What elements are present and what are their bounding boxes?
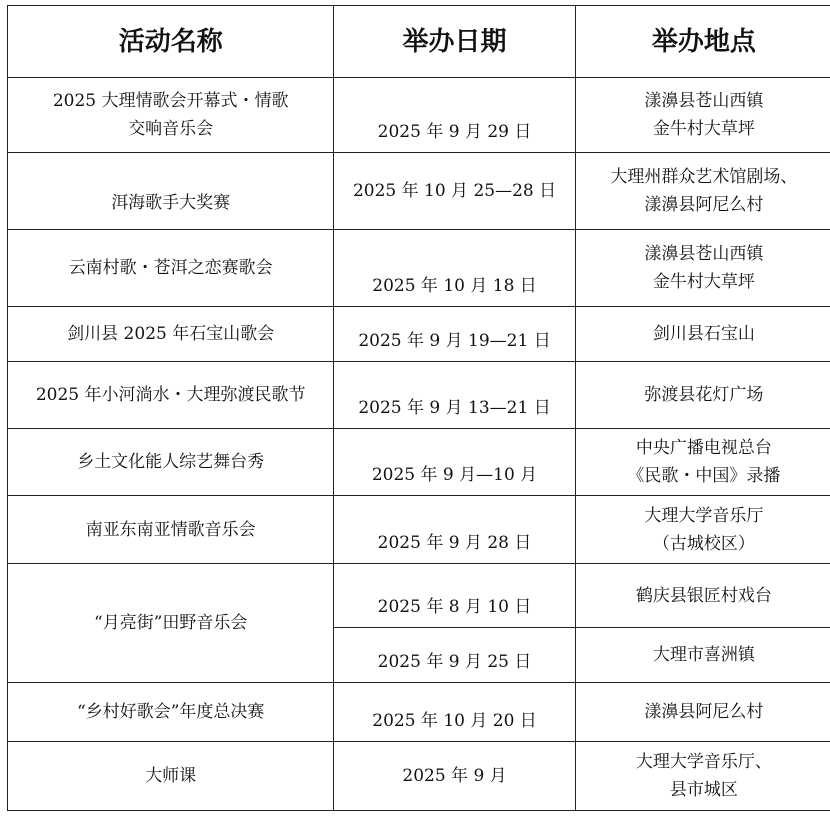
event-name-cell: [8, 230, 334, 307]
event-date-cell: 2025 年 9 月 28 日: [334, 496, 575, 564]
table-row: [8, 429, 830, 496]
event-date-cell: 2025 年 8 月 10 日: [334, 564, 575, 628]
event-location-line: 剑川县石宝山: [652, 324, 755, 344]
event-name-line: 剑川县 2025 年石宝山歌会: [67, 324, 275, 344]
event-location-cell: [575, 429, 830, 496]
event-name-line: 南亚东南亚情歌音乐会: [85, 519, 256, 540]
event-name-cell: [8, 564, 334, 683]
event-location-cell: [575, 564, 830, 628]
event-location-line: 漾濞县苍山西镇: [644, 91, 764, 111]
event-location-line: 金牛村大草坪: [652, 272, 755, 292]
table-row: [8, 683, 830, 742]
event-location-cell: [575, 307, 830, 362]
event-location-line: 漾濞县苍山西镇: [644, 244, 764, 264]
event-date-cell: 2025 年 9 月: [334, 742, 575, 811]
events-table: [7, 5, 830, 811]
event-location-line: 鹤庆县银匠村戏台: [635, 585, 772, 606]
event-name-line: 大师课: [145, 766, 197, 786]
event-name-cell: [8, 153, 334, 230]
event-date-cell: 2025 年 9 月 13—21 日: [334, 362, 575, 429]
event-location-line: 中央广播电视总台: [635, 438, 772, 458]
event-name-line: 洱海歌手大奖赛: [111, 193, 231, 213]
event-location-line: （古城校区）: [652, 533, 755, 554]
event-location-line: 大理大学音乐厅、: [635, 752, 772, 772]
event-location-cell: [575, 153, 830, 230]
event-location-cell: [575, 628, 830, 683]
event-name-line: 云南村歌・苍洱之恋赛歌会: [68, 258, 273, 278]
event-location-cell: [575, 742, 830, 811]
event-name-cell: [8, 362, 334, 429]
table-row: [8, 564, 830, 628]
event-location-cell: [575, 230, 830, 307]
event-location-line: 大理市喜洲镇: [652, 645, 755, 665]
event-location-cell: [575, 362, 830, 429]
event-location-line: 县市城区: [669, 780, 738, 800]
event-location-line: 大理州群众艺术馆剧场、: [610, 167, 798, 187]
header-row: [8, 6, 830, 78]
table-row: [8, 153, 830, 230]
table-row: [8, 496, 830, 564]
event-name-line: 2025 年小河淌水・大理弥渡民歌节: [35, 385, 306, 405]
event-date-cell: 2025 年 10 月 25—28 日: [334, 153, 575, 230]
event-name-cell: [8, 683, 334, 742]
event-location-cell: [575, 78, 830, 153]
table-row: [8, 230, 830, 307]
event-name-line: “月亮街”田野音乐会: [94, 613, 248, 633]
event-name-line: “乡村好歌会”年度总决赛: [77, 702, 265, 722]
header-date: 举办日期: [334, 6, 575, 78]
event-name-cell: [8, 496, 334, 564]
table-row: [8, 362, 830, 429]
event-date-cell: 2025 年 9 月 25 日: [334, 628, 575, 683]
event-date-cell: 2025 年 9 月—10 月: [334, 429, 575, 496]
event-name-cell: [8, 429, 334, 496]
event-date-cell: 2025 年 9 月 19—21 日: [334, 307, 575, 362]
event-location-line: 金牛村大草坪: [652, 119, 755, 139]
table-row: [8, 742, 830, 811]
table-row: [8, 307, 830, 362]
event-name-line: 交响音乐会: [128, 119, 214, 139]
event-location-line: 弥渡县花灯广场: [644, 385, 764, 405]
event-name-line: 乡土文化能人综艺舞台秀: [77, 452, 265, 472]
event-location-cell: [575, 496, 830, 564]
table-row: [8, 78, 830, 153]
header-location: 举办地点: [575, 6, 830, 78]
event-date-cell: 2025 年 10 月 18 日: [334, 230, 575, 307]
event-location-line: 漾濞县阿尼么村: [644, 195, 764, 215]
event-location-line: 大理大学音乐厅: [644, 505, 764, 526]
event-location-line: 漾濞县阿尼么村: [644, 702, 764, 722]
event-name-cell: [8, 307, 334, 362]
header-name: 活动名称: [8, 6, 334, 78]
event-location-cell: [575, 683, 830, 742]
event-name-line: 2025 大理情歌会开幕式・情歌: [52, 91, 289, 111]
event-name-cell: [8, 742, 334, 811]
event-name-cell: [8, 78, 334, 153]
event-date-cell: 2025 年 10 月 20 日: [334, 683, 575, 742]
event-location-line: 《民歌・中国》录播: [627, 466, 781, 486]
event-date-cell: 2025 年 9 月 29 日: [334, 78, 575, 153]
